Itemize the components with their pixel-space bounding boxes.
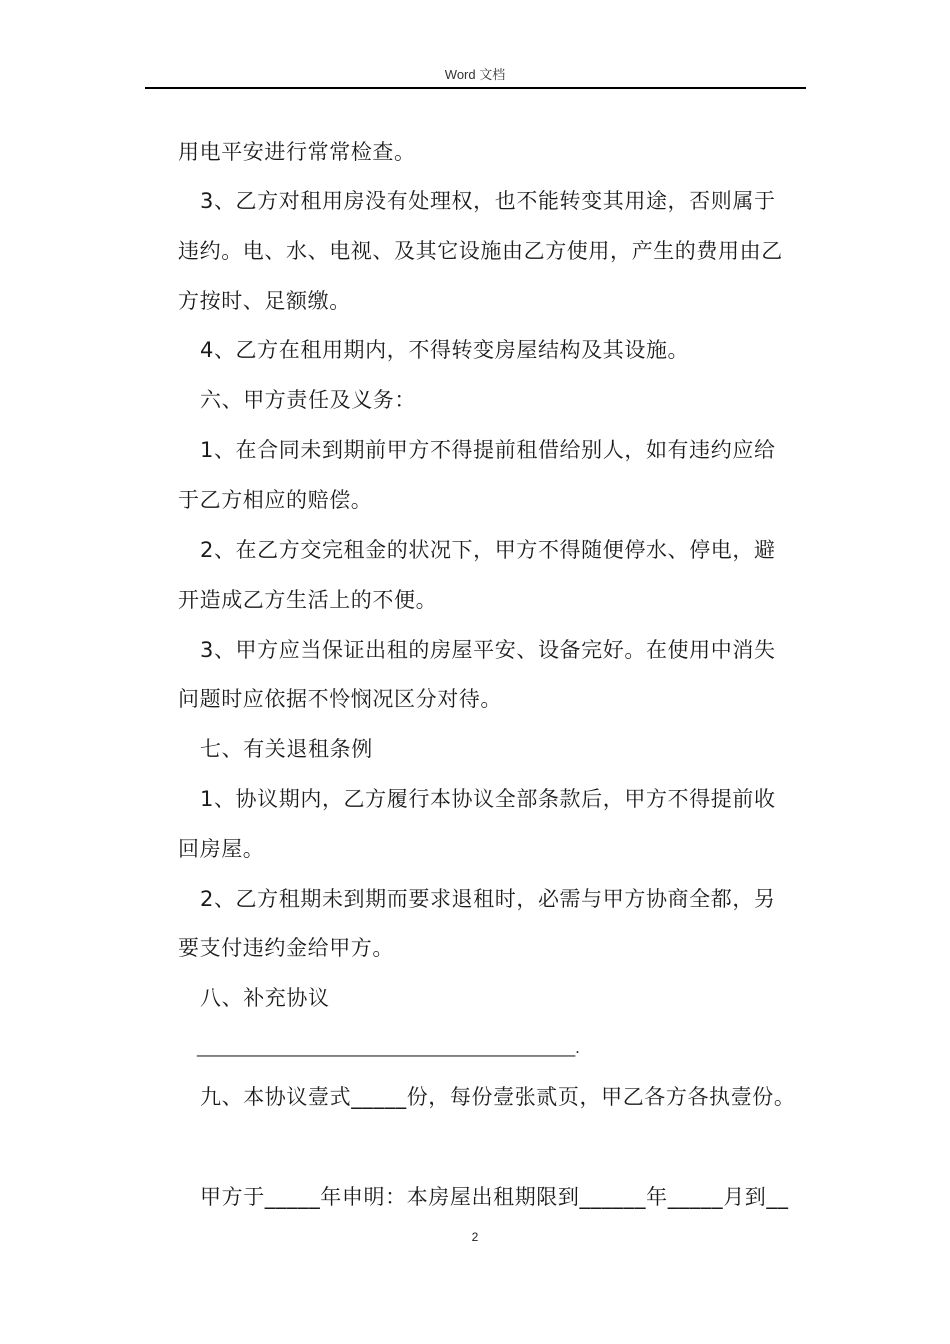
text-line: 1、协议期内，乙方履行本协议全部条款后，甲方不得提前收 [200, 787, 776, 811]
section-heading: 六、甲方责任及义务： [200, 388, 416, 412]
text-line: 1、在合同未到期前甲方不得提前租借给别人，如有违约应给 [200, 438, 776, 462]
text-line: 2、乙方租期未到期而要求退租时，必需与甲方协商全都，另 [200, 887, 776, 911]
section-heading: 七、有关退租条例 [200, 737, 373, 761]
text-line: 回房屋。 [178, 837, 265, 861]
text-line: 3、甲方应当保证出租的房屋平安、设备完好。在使用中消失 [200, 638, 776, 662]
text-line: 于乙方相应的赔偿。 [178, 488, 373, 512]
text-line: 开造成乙方生活上的不便。 [178, 588, 438, 612]
page-header: Word 文档 [444, 67, 506, 82]
page-number: 2 [471, 1230, 479, 1244]
text-line: 2、在乙方交完租金的状况下，甲方不得随便停水、停电，避 [200, 538, 776, 562]
text-line: 用电平安进行常常检查。 [178, 140, 416, 164]
text-line: 4、乙方在租用期内，不得转变房屋结构及其设施。 [200, 338, 690, 362]
text-line: 违约。电、水、电视、及其它设施由乙方使用，产生的费用由乙 [178, 239, 783, 263]
text-line: 3、乙方对租用房没有处理权，也不能转变其用途，否则属于 [200, 189, 776, 213]
header-divider [145, 87, 806, 89]
text-line: 方按时、足额缴。 [178, 289, 351, 313]
section-heading: 八、补充协议 [200, 986, 330, 1010]
text-line: 要支付违约金给甲方。 [178, 936, 394, 960]
text-line: 甲方于_____年申明：本房屋出租期限到______年_____月到__ [200, 1185, 789, 1209]
text-line: 九、本协议壹式_____份，每份壹张贰页，甲乙各方各执壹份。 [200, 1085, 796, 1109]
text-line: 问题时应依据不怜悯况区分对待。 [178, 687, 502, 711]
blank-fill-line: ________________________________________. [197, 1038, 580, 1057]
